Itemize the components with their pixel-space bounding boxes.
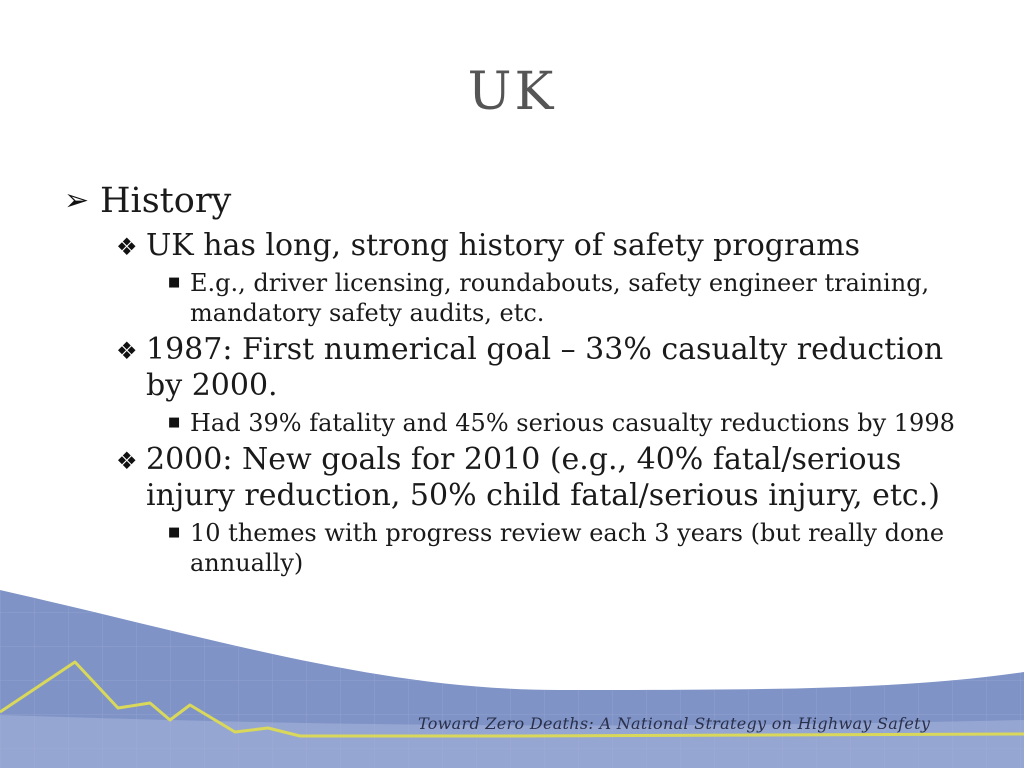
sub-item-text: 10 themes with progress review each 3 years (but really done annually) bbox=[190, 519, 945, 577]
diamond-bullet-icon: ❖ bbox=[116, 233, 138, 261]
heading-text: History bbox=[100, 181, 232, 221]
sub-list-item bbox=[64, 268, 964, 328]
sub-item-text: Had 39% fatality and 45% serious casualty reductions by 1998 bbox=[190, 409, 955, 437]
sub-list-item bbox=[64, 408, 964, 438]
square-bullet-icon: ■ bbox=[168, 415, 181, 430]
slide-content bbox=[64, 178, 964, 578]
list-item bbox=[64, 332, 964, 404]
item-text: 1987: First numerical goal – 33% casualty reduction by 2000. bbox=[146, 332, 944, 403]
diamond-bullet-icon: ❖ bbox=[116, 337, 138, 365]
item-text: 2000: New goals for 2010 (e.g., 40% fatal/serious injury reduction, 50% child fatal/serious injury, etc.) bbox=[146, 442, 940, 513]
list-item bbox=[64, 442, 964, 514]
item-text: UK has long, strong history of safety programs bbox=[146, 228, 861, 263]
sub-item-text: E.g., driver licensing, roundabouts, safety engineer training, mandatory safety audits, etc. bbox=[190, 269, 930, 327]
list-item bbox=[64, 228, 964, 264]
outline-heading bbox=[64, 178, 964, 224]
footer-tagline: Toward Zero Deaths: A National Strategy on Highway Safety bbox=[418, 714, 931, 733]
square-bullet-icon: ■ bbox=[168, 275, 181, 290]
slide-title: UK bbox=[467, 62, 557, 122]
diamond-bullet-icon: ❖ bbox=[116, 447, 138, 475]
footer-graphic bbox=[0, 560, 1024, 768]
square-bullet-icon: ■ bbox=[168, 525, 181, 540]
arrow-bullet-icon: ➢ bbox=[64, 183, 90, 218]
